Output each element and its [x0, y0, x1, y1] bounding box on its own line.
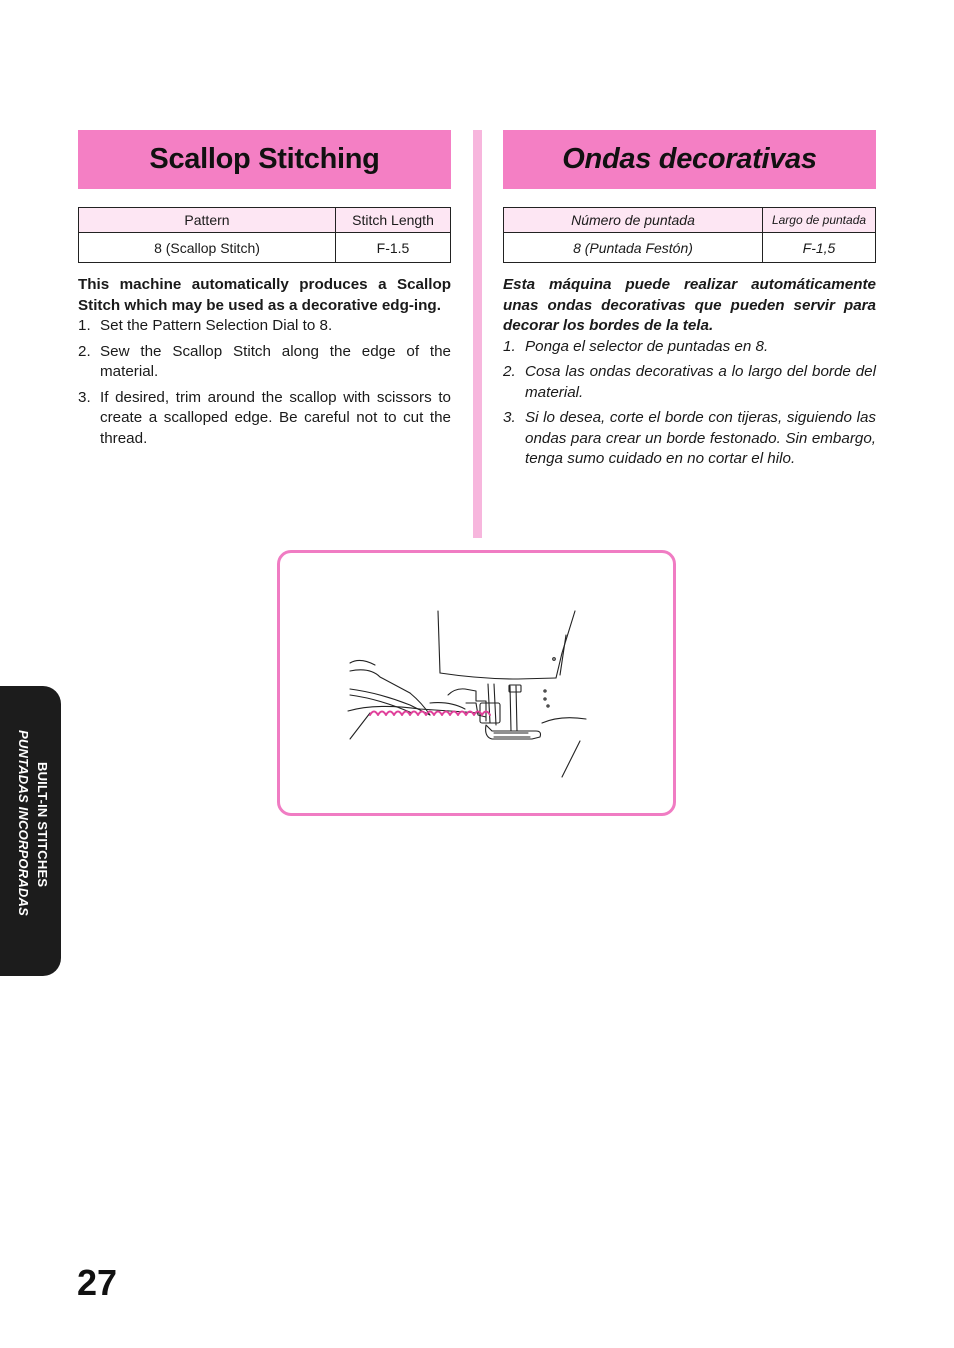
spanish-steps [503, 337, 876, 470]
table-row [79, 233, 451, 263]
chapter-side-tab [0, 686, 61, 976]
hand-outline [350, 660, 375, 665]
list-item [503, 362, 876, 403]
spanish-title-band [503, 130, 876, 189]
fabric-edge [350, 713, 370, 739]
table-header-row [79, 208, 451, 233]
english-title-band [78, 130, 451, 189]
table-cell-stitch-length: F-1.5 [336, 233, 451, 263]
table-cell-pattern: 8 (Puntada Festón) [504, 233, 763, 263]
machine-detail [547, 705, 549, 707]
list-item [503, 337, 876, 358]
step-text: If desired, trim around the scallop with scissors to create a scalloped edge. Be careful not to cut the thread. [100, 388, 451, 447]
machine-head-line [560, 635, 566, 675]
table-header-row [504, 208, 876, 233]
list-item [503, 408, 876, 470]
english-title: Scallop Stitching [149, 143, 380, 175]
table-header-stitch-length: Stitch Length [336, 208, 451, 233]
spanish-section [503, 130, 876, 470]
machine-detail [544, 690, 546, 692]
list-item [78, 342, 451, 383]
step-text: Si lo desea, corte el borde con tijeras, siguiendo las ondas para crear un borde festonado. Sin embargo, tenga sumo cuidado en no cortar el hilo. [525, 409, 876, 467]
step-number: 2. [78, 342, 91, 360]
spanish-title: Ondas decorativas [562, 143, 817, 175]
list-item [78, 388, 451, 450]
machine-head-line [438, 611, 440, 673]
table-cell-stitch-length: F-1,5 [763, 233, 876, 263]
needle-bar [510, 686, 511, 731]
machine-detail [544, 698, 546, 700]
fabric-edge [430, 703, 465, 709]
table-header-pattern: Pattern [79, 208, 336, 233]
side-tab-label-english: BUILT-IN STITCHES [35, 762, 50, 888]
step-text: Ponga el selector de puntadas en 8. [525, 337, 769, 355]
step-number: 1. [503, 337, 516, 355]
step-text: Set the Pattern Selection Dial to 8. [100, 317, 333, 334]
needle-clamp [509, 685, 521, 692]
spanish-intro: Esta máquina puede realizar automáticamente unas ondas decorativas que pueden servir para decorar los bordes de la tela. [503, 276, 876, 334]
table-header-stitch-length: Largo de puntada [763, 208, 876, 233]
step-text: Cosa las ondas decorativas a lo largo del borde del material. [525, 363, 876, 401]
sewing-machine-illustration [280, 553, 673, 813]
table-header-pattern: Número de puntada [504, 208, 763, 233]
step-number: 3. [503, 409, 516, 426]
step-text: Sew the Scallop Stitch along the edge of the material. [100, 342, 451, 380]
table-cell-pattern: 8 (Scallop Stitch) [79, 233, 336, 263]
fabric-edge [562, 741, 580, 777]
step-number: 2. [503, 363, 516, 380]
machine-detail [553, 658, 556, 661]
presser-bar [494, 684, 496, 725]
illustration-frame [277, 550, 676, 816]
step-number: 1. [78, 317, 91, 334]
english-intro: This machine automatically produces a Scallop Stitch which may be used as a decorative edg-ing. [78, 276, 451, 314]
machine-head-line [556, 611, 575, 678]
hand-outline [350, 695, 412, 713]
needle-bar [516, 686, 517, 731]
spanish-stitch-table [503, 207, 876, 263]
english-stitch-table [78, 207, 451, 263]
side-tab-label-spanish: PUNTADAS INCORPORADAS [16, 730, 31, 916]
list-item [78, 316, 451, 337]
machine-head-line [440, 673, 556, 679]
hand-outline [350, 670, 410, 693]
english-steps [78, 316, 451, 449]
page-number: 27 [77, 1262, 118, 1303]
table-row [504, 233, 876, 263]
english-section [78, 130, 451, 449]
column-divider [473, 130, 482, 538]
fabric-edge [542, 718, 586, 723]
step-number: 3. [78, 388, 91, 406]
